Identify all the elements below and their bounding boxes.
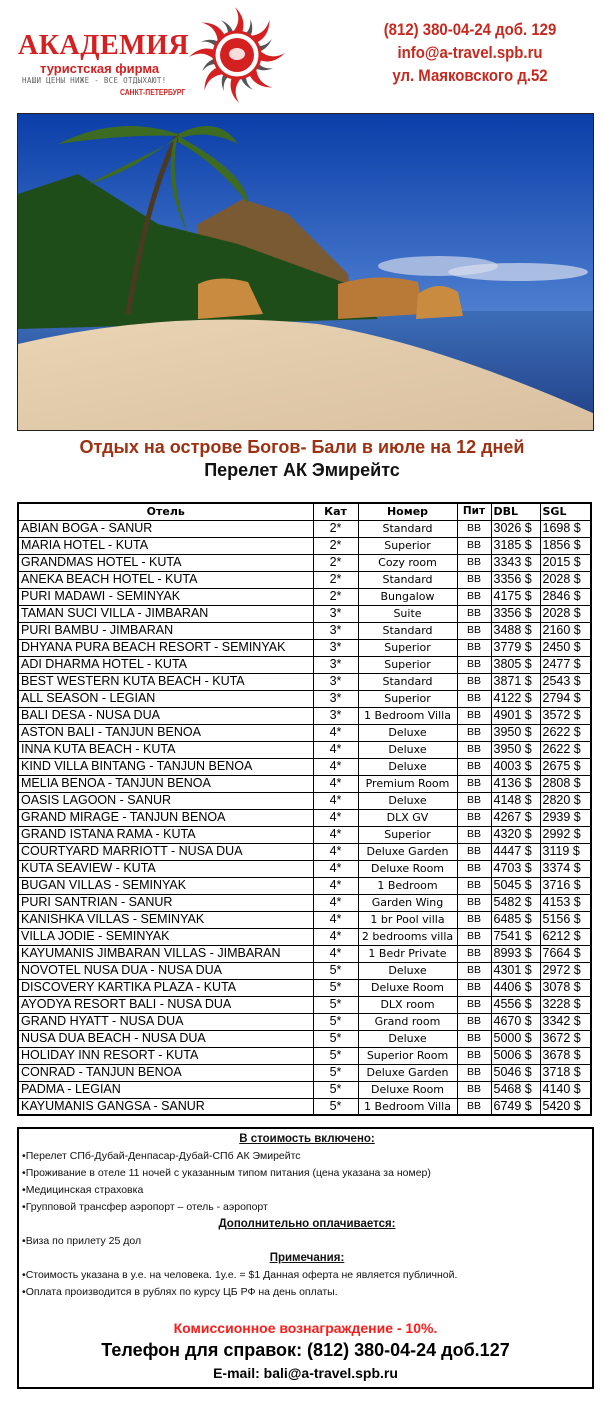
room-type-cell: 1 Bedroom Villa	[358, 707, 457, 724]
category-cell: 3*	[313, 622, 358, 639]
hotel-name-cell: HOLIDAY INN RESORT - KUTA	[18, 1047, 313, 1064]
header-email[interactable]: info@a-travel.spb.ru	[397, 43, 543, 62]
table-row	[18, 622, 591, 639]
room-type-cell: Superior	[358, 639, 457, 656]
meal-plan-cell: BB	[457, 996, 491, 1013]
meal-plan-cell: BB	[457, 571, 491, 588]
table-row	[18, 843, 591, 860]
company-logo-name: АКАДЕМИЯ	[18, 30, 190, 61]
category-cell: 4*	[313, 826, 358, 843]
beach-illustration	[18, 114, 594, 431]
meal-plan-cell: BB	[457, 979, 491, 996]
meal-plan-cell: BB	[457, 605, 491, 622]
contact-phone[interactable]: Телефон для справок: (812) 380-04-24 доб.127	[101, 1340, 510, 1360]
sgl-price-cell: 4153 $	[540, 894, 591, 911]
sgl-price-cell: 2808 $	[540, 775, 591, 792]
category-cell: 4*	[313, 945, 358, 962]
sgl-price-cell: 2160 $	[540, 622, 591, 639]
room-type-cell: Superior	[358, 537, 457, 554]
dbl-price-cell: 4556 $	[491, 996, 540, 1013]
hotel-name-cell: BALI DESA - NUSA DUA	[18, 707, 313, 724]
sgl-price-cell: 5420 $	[540, 1098, 591, 1115]
meal-plan-cell: BB	[457, 1030, 491, 1047]
category-cell: 2*	[313, 537, 358, 554]
column-header-category: Кат	[313, 503, 358, 520]
hotel-name-cell: KAYUMANIS JIMBARAN VILLAS - JIMBARAN	[18, 945, 313, 962]
dbl-price-cell: 5482 $	[491, 894, 540, 911]
category-cell: 4*	[313, 741, 358, 758]
category-cell: 5*	[313, 1064, 358, 1081]
room-type-cell: 1 Bedroom Villa	[358, 1098, 457, 1115]
meal-plan-cell: BB	[457, 707, 491, 724]
dbl-price-cell: 3871 $	[491, 673, 540, 690]
room-type-cell: Deluxe	[358, 962, 457, 979]
dbl-price-cell: 4148 $	[491, 792, 540, 809]
room-type-cell: Deluxe Room	[358, 979, 457, 996]
sgl-price-cell: 2794 $	[540, 690, 591, 707]
beach-photo	[17, 113, 594, 431]
room-type-cell: Superior	[358, 656, 457, 673]
table-row	[18, 928, 591, 945]
dbl-price-cell: 4320 $	[491, 826, 540, 843]
column-header-meals: Пит	[457, 503, 491, 520]
category-cell: 3*	[313, 690, 358, 707]
table-row	[18, 1064, 591, 1081]
dbl-price-cell: 3805 $	[491, 656, 540, 673]
hotel-name-cell: OASIS LAGOON - SANUR	[18, 792, 313, 809]
dbl-price-cell: 4901 $	[491, 707, 540, 724]
room-type-cell: Standard	[358, 571, 457, 588]
column-header-room: Номер	[358, 503, 457, 520]
sgl-price-cell: 2477 $	[540, 656, 591, 673]
room-type-cell: Deluxe	[358, 792, 457, 809]
header-phone[interactable]: (812) 380-04-24 доб. 129	[383, 20, 557, 39]
hotel-name-cell: COURTYARD MARRIOTT - NUSA DUA	[18, 843, 313, 860]
header-address: ул. Маяковского д.52	[392, 66, 548, 85]
sgl-price-cell: 7664 $	[540, 945, 591, 962]
meal-plan-cell: BB	[457, 945, 491, 962]
category-cell: 5*	[313, 996, 358, 1013]
table-row	[18, 860, 591, 877]
dbl-price-cell: 4122 $	[491, 690, 540, 707]
dbl-price-cell: 4406 $	[491, 979, 540, 996]
room-type-cell: 1 Bedroom	[358, 877, 457, 894]
meal-plan-cell: BB	[457, 860, 491, 877]
sgl-price-cell: 3119 $	[540, 843, 591, 860]
dbl-price-cell: 3185 $	[491, 537, 540, 554]
extra-list	[22, 1233, 592, 1250]
meal-plan-cell: BB	[457, 775, 491, 792]
meal-plan-cell: BB	[457, 1098, 491, 1115]
dbl-price-cell: 4447 $	[491, 843, 540, 860]
meal-plan-cell: BB	[457, 843, 491, 860]
hotel-name-cell: KANISHKA VILLAS - SEMINYAK	[18, 911, 313, 928]
hotel-price-table	[17, 502, 592, 1116]
category-cell: 4*	[313, 724, 358, 741]
sgl-price-cell: 3572 $	[540, 707, 591, 724]
offer-flight-subtitle: Перелет АК Эмирейтс	[204, 460, 400, 480]
list-item: • Оплата производится в рублях по курсу ЦБ РФ на день оплаты.	[22, 1284, 592, 1301]
company-slogan: НАШИ ЦЕНЫ НИЖЕ - ВСЕ ОТДЫХАЮТ!	[22, 76, 167, 85]
meal-plan-cell: BB	[457, 809, 491, 826]
room-type-cell: Deluxe Room	[358, 1081, 457, 1098]
sun-ray-icon	[189, 49, 215, 60]
table-body	[18, 520, 591, 1115]
meal-plan-cell: BB	[457, 520, 491, 537]
commission-text: Комиссионное вознаграждение - 10%.	[173, 1320, 438, 1336]
room-type-cell: Deluxe	[358, 724, 457, 741]
hotel-name-cell: MELIA BENOA - TANJUN BENOA	[18, 775, 313, 792]
room-type-cell: Deluxe	[358, 758, 457, 775]
room-type-cell: Cozy room	[358, 554, 457, 571]
hotel-name-cell: PADMA - LEGIAN	[18, 1081, 313, 1098]
category-cell: 4*	[313, 792, 358, 809]
room-type-cell: Deluxe Room	[358, 860, 457, 877]
dbl-price-cell: 6749 $	[491, 1098, 540, 1115]
hotel-name-cell: KUTA SEAVIEW - KUTA	[18, 860, 313, 877]
category-cell: 2*	[313, 588, 358, 605]
table-row	[18, 945, 591, 962]
dbl-price-cell: 4703 $	[491, 860, 540, 877]
sgl-price-cell: 2820 $	[540, 792, 591, 809]
table-row	[18, 809, 591, 826]
dbl-price-cell: 3950 $	[491, 741, 540, 758]
sgl-price-cell: 2972 $	[540, 962, 591, 979]
meal-plan-cell: BB	[457, 1064, 491, 1081]
room-type-cell: Deluxe Garden	[358, 1064, 457, 1081]
category-cell: 2*	[313, 571, 358, 588]
table-row	[18, 894, 591, 911]
meal-plan-cell: BB	[457, 1013, 491, 1030]
sgl-price-cell: 2450 $	[540, 639, 591, 656]
included-title: В стоимость включено:	[239, 1133, 375, 1145]
hotel-name-cell: KIND VILLA BINTANG - TANJUN BENOA	[18, 758, 313, 775]
sgl-price-cell: 2992 $	[540, 826, 591, 843]
category-cell: 3*	[313, 605, 358, 622]
hotel-name-cell: GRANDMAS HOTEL - KUTA	[18, 554, 313, 571]
table-row	[18, 826, 591, 843]
hotel-name-cell: ALL SEASON - LEGIAN	[18, 690, 313, 707]
extra-title: Дополнительно оплачивается:	[218, 1218, 396, 1230]
dbl-price-cell: 4175 $	[491, 588, 540, 605]
hotel-name-cell: GRAND ISTANA RAMA - KUTA	[18, 826, 313, 843]
category-cell: 5*	[313, 1030, 358, 1047]
table-header-row	[18, 503, 591, 520]
table-row	[18, 707, 591, 724]
category-cell: 3*	[313, 707, 358, 724]
room-type-cell: Premium Room	[358, 775, 457, 792]
table-row	[18, 520, 591, 537]
dbl-price-cell: 3356 $	[491, 605, 540, 622]
table-row	[18, 605, 591, 622]
room-type-cell: Superior	[358, 690, 457, 707]
dbl-price-cell: 5006 $	[491, 1047, 540, 1064]
list-item: • Виза по прилету 25 дол	[22, 1233, 592, 1250]
hotel-name-cell: ANEKA BEACH HOTEL - KUTA	[18, 571, 313, 588]
room-type-cell: Standard	[358, 622, 457, 639]
category-cell: 4*	[313, 758, 358, 775]
list-item: • Стоимость указана в у.е. на человека. 1у.е. = $1 Данная оферта не является публичной.	[22, 1267, 592, 1284]
category-cell: 4*	[313, 911, 358, 928]
table-row	[18, 656, 591, 673]
meal-plan-cell: BB	[457, 673, 491, 690]
meal-plan-cell: BB	[457, 877, 491, 894]
category-cell: 3*	[313, 673, 358, 690]
category-cell: 5*	[313, 1047, 358, 1064]
room-type-cell: Superior	[358, 826, 457, 843]
room-type-cell: Suite	[358, 605, 457, 622]
table-row	[18, 571, 591, 588]
hotel-name-cell: MARIA HOTEL - KUTA	[18, 537, 313, 554]
room-type-cell: 1 Bedr Private	[358, 945, 457, 962]
dbl-price-cell: 4003 $	[491, 758, 540, 775]
dbl-price-cell: 3026 $	[491, 520, 540, 537]
meal-plan-cell: BB	[457, 656, 491, 673]
table-row	[18, 775, 591, 792]
sgl-price-cell: 3672 $	[540, 1030, 591, 1047]
sgl-price-cell: 2622 $	[540, 741, 591, 758]
table-row	[18, 537, 591, 554]
table-row	[18, 996, 591, 1013]
room-type-cell: DLX GV	[358, 809, 457, 826]
table-row	[18, 877, 591, 894]
table-row	[18, 911, 591, 928]
contact-email[interactable]: E-mail: bali@a-travel.spb.ru	[213, 1365, 398, 1381]
sgl-price-cell: 2028 $	[540, 571, 591, 588]
meal-plan-cell: BB	[457, 792, 491, 809]
sgl-price-cell: 2015 $	[540, 554, 591, 571]
dbl-price-cell: 3950 $	[491, 724, 540, 741]
sun-logo-icon	[172, 4, 302, 106]
sgl-price-cell: 3078 $	[540, 979, 591, 996]
hotel-name-cell: CONRAD - TANJUN BENOA	[18, 1064, 313, 1081]
sgl-price-cell: 2622 $	[540, 724, 591, 741]
room-type-cell: Superior Room	[358, 1047, 457, 1064]
meal-plan-cell: BB	[457, 1081, 491, 1098]
sun-ray-icon	[259, 50, 285, 61]
meal-plan-cell: BB	[457, 928, 491, 945]
category-cell: 3*	[313, 656, 358, 673]
meal-plan-cell: BB	[457, 724, 491, 741]
included-list	[22, 1148, 592, 1216]
hotel-name-cell: ADI DHARMA HOTEL - KUTA	[18, 656, 313, 673]
room-type-cell: Standard	[358, 673, 457, 690]
category-cell: 3*	[313, 639, 358, 656]
room-type-cell: DLX room	[358, 996, 457, 1013]
category-cell: 4*	[313, 894, 358, 911]
room-type-cell: Deluxe	[358, 741, 457, 758]
meal-plan-cell: BB	[457, 894, 491, 911]
meal-plan-cell: BB	[457, 826, 491, 843]
dbl-price-cell: 3356 $	[491, 571, 540, 588]
meal-plan-cell: BB	[457, 1047, 491, 1064]
hotel-name-cell: TAMAN SUCI VILLA - JIMBARAN	[18, 605, 313, 622]
column-header-sgl: SGL	[540, 503, 591, 520]
sgl-price-cell: 1698 $	[540, 520, 591, 537]
dbl-price-cell: 4670 $	[491, 1013, 540, 1030]
hotel-name-cell: INNA KUTA BEACH - KUTA	[18, 741, 313, 758]
hotel-name-cell: PURI MADAWI - SEMINYAK	[18, 588, 313, 605]
dbl-price-cell: 4136 $	[491, 775, 540, 792]
hotel-name-cell: KAYUMANIS GANGSA - SANUR	[18, 1098, 313, 1115]
hotel-name-cell: PURI SANTRIAN - SANUR	[18, 894, 313, 911]
offer-title: Отдых на острове Богов- Бали в июле на 12 дней	[79, 437, 525, 457]
sgl-price-cell: 3716 $	[540, 877, 591, 894]
table-row	[18, 724, 591, 741]
hotel-name-cell: GRAND HYATT - NUSA DUA	[18, 1013, 313, 1030]
company-logo-subtitle: туристская фирма	[40, 61, 160, 76]
table-row	[18, 1081, 591, 1098]
list-item: • Медицинская страховка	[22, 1182, 592, 1199]
sgl-price-cell: 4140 $	[540, 1081, 591, 1098]
list-item: • Перелет СПб-Дубай-Денпасар-Дубай-СПб АК Эмирейтс	[22, 1148, 592, 1165]
hotel-name-cell: NOVOTEL NUSA DUA - NUSA DUA	[18, 962, 313, 979]
meal-plan-cell: BB	[457, 537, 491, 554]
info-box	[17, 1127, 594, 1389]
table-row	[18, 1098, 591, 1115]
hotel-name-cell: VILLA JODIE - SEMINYAK	[18, 928, 313, 945]
table-row	[18, 741, 591, 758]
table-row	[18, 792, 591, 809]
category-cell: 4*	[313, 928, 358, 945]
sgl-price-cell: 1856 $	[540, 537, 591, 554]
meal-plan-cell: BB	[457, 690, 491, 707]
dbl-price-cell: 5045 $	[491, 877, 540, 894]
room-type-cell: Grand room	[358, 1013, 457, 1030]
category-cell: 5*	[313, 979, 358, 996]
sgl-price-cell: 6212 $	[540, 928, 591, 945]
sgl-price-cell: 2028 $	[540, 605, 591, 622]
category-cell: 4*	[313, 775, 358, 792]
header	[0, 0, 604, 110]
sgl-price-cell: 2939 $	[540, 809, 591, 826]
meal-plan-cell: BB	[457, 639, 491, 656]
table-row	[18, 639, 591, 656]
hotel-name-cell: ABIAN BOGA - SANUR	[18, 520, 313, 537]
room-type-cell: Standard	[358, 520, 457, 537]
category-cell: 5*	[313, 1081, 358, 1098]
dbl-price-cell: 6485 $	[491, 911, 540, 928]
table-row	[18, 588, 591, 605]
room-type-cell: Bungalow	[358, 588, 457, 605]
hotel-name-cell: BEST WESTERN KUTA BEACH - KUTA	[18, 673, 313, 690]
room-type-cell: 1 br Pool villa	[358, 911, 457, 928]
table-row	[18, 962, 591, 979]
dbl-price-cell: 5468 $	[491, 1081, 540, 1098]
company-city: САНКТ-ПЕТЕРБУРГ	[120, 88, 186, 97]
table-row	[18, 1013, 591, 1030]
notes-list	[22, 1267, 592, 1301]
meal-plan-cell: BB	[457, 622, 491, 639]
hotel-name-cell: GRAND MIRAGE - TANJUN BENOA	[18, 809, 313, 826]
sgl-price-cell: 2675 $	[540, 758, 591, 775]
sgl-price-cell: 3374 $	[540, 860, 591, 877]
hotel-name-cell: AYODYA RESORT BALI - NUSA DUA	[18, 996, 313, 1013]
meal-plan-cell: BB	[457, 588, 491, 605]
hotel-name-cell: BUGAN VILLAS - SEMINYAK	[18, 877, 313, 894]
hotel-name-cell: ASTON BALI - TANJUN BENOA	[18, 724, 313, 741]
table-row	[18, 673, 591, 690]
dbl-price-cell: 3343 $	[491, 554, 540, 571]
dbl-price-cell: 8993 $	[491, 945, 540, 962]
sgl-price-cell: 5156 $	[540, 911, 591, 928]
dbl-price-cell: 4267 $	[491, 809, 540, 826]
notes-title: Примечания:	[269, 1252, 345, 1264]
sgl-price-cell: 3342 $	[540, 1013, 591, 1030]
category-cell: 4*	[313, 809, 358, 826]
sgl-price-cell: 3718 $	[540, 1064, 591, 1081]
dbl-price-cell: 3488 $	[491, 622, 540, 639]
column-header-dbl: DBL	[491, 503, 540, 520]
category-cell: 4*	[313, 860, 358, 877]
dbl-price-cell: 7541 $	[491, 928, 540, 945]
sgl-price-cell: 2543 $	[540, 673, 591, 690]
meal-plan-cell: BB	[457, 962, 491, 979]
table-row	[18, 1047, 591, 1064]
room-type-cell: Deluxe	[358, 1030, 457, 1047]
list-item: • Групповой трансфер аэропорт – отель - аэропорт	[22, 1199, 592, 1216]
category-cell: 4*	[313, 877, 358, 894]
hotel-name-cell: DHYANA PURA BEACH RESORT - SEMINYAK	[18, 639, 313, 656]
category-cell: 2*	[313, 554, 358, 571]
dbl-price-cell: 4301 $	[491, 962, 540, 979]
hotel-name-cell: NUSA DUA BEACH - NUSA DUA	[18, 1030, 313, 1047]
column-header-hotel: Отель	[18, 503, 313, 520]
hotel-name-cell: DISCOVERY KARTIKA PLAZA - KUTA	[18, 979, 313, 996]
dbl-price-cell: 3779 $	[491, 639, 540, 656]
sgl-price-cell: 3678 $	[540, 1047, 591, 1064]
category-cell: 2*	[313, 520, 358, 537]
room-type-cell: 2 bedrooms villa	[358, 928, 457, 945]
list-item: • Проживание в отеле 11 ночей с указанным типом питания (цена указана за номер)	[22, 1165, 592, 1182]
meal-plan-cell: BB	[457, 911, 491, 928]
meal-plan-cell: BB	[457, 741, 491, 758]
hotel-name-cell: PURI BAMBU - JIMBARAN	[18, 622, 313, 639]
header-contacts	[340, 18, 600, 87]
table-row	[18, 690, 591, 707]
category-cell: 5*	[313, 1098, 358, 1115]
room-type-cell: Garden Wing	[358, 894, 457, 911]
meal-plan-cell: BB	[457, 758, 491, 775]
category-cell: 4*	[313, 843, 358, 860]
sun-ray-icon	[232, 7, 243, 33]
room-type-cell: Deluxe Garden	[358, 843, 457, 860]
sun-ray-icon	[231, 77, 242, 103]
table-row	[18, 758, 591, 775]
table-row	[18, 979, 591, 996]
dbl-price-cell: 5000 $	[491, 1030, 540, 1047]
sgl-price-cell: 2846 $	[540, 588, 591, 605]
category-cell: 5*	[313, 962, 358, 979]
table-row	[18, 554, 591, 571]
sgl-price-cell: 3228 $	[540, 996, 591, 1013]
table-row	[18, 1030, 591, 1047]
category-cell: 5*	[313, 1013, 358, 1030]
dbl-price-cell: 5046 $	[491, 1064, 540, 1081]
meal-plan-cell: BB	[457, 554, 491, 571]
